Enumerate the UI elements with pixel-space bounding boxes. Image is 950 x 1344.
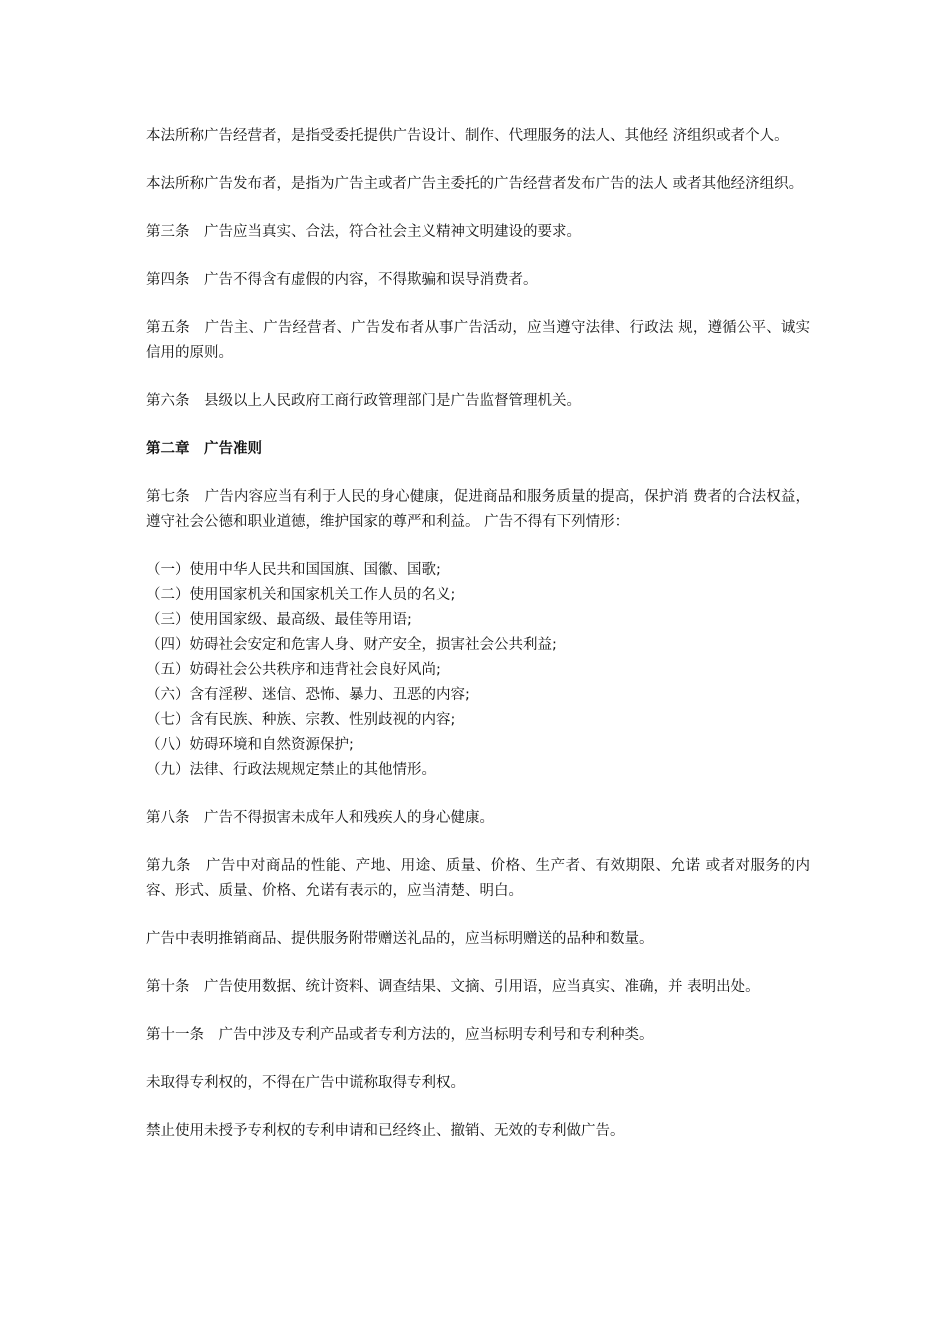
list-item: （三）使用国家级、最高级、最佳等用语; xyxy=(146,612,412,628)
article-9: 第九条 广告中对商品的性能、产地、用途、质量、价格、生产者、有效期限、允诺 或者对服务的内容、形式、质量、价格、允诺有表示的，应当清楚、明白。 xyxy=(146,858,810,899)
paragraph-advertising-operator: 本法所称广告经营者，是指受委托提供广告设计、制作、代理服务的法人、其他经 济组织或者个人。 xyxy=(146,128,789,144)
list-item: （五）妨碍社会公共秩序和违背社会良好风尚; xyxy=(146,662,441,678)
list-item: （四）妨碍社会安定和危害人身、财产安全，损害社会公共利益; xyxy=(146,637,557,653)
paragraph-advertising-publisher: 本法所称广告发布者，是指为广告主或者广告主委托的广告经营者发布广告的法人 或者其他经济组织。 xyxy=(146,176,804,192)
article-11-paragraph-2: 未取得专利权的，不得在广告中谎称取得专利权。 xyxy=(146,1075,465,1091)
article-9-paragraph-2: 广告中表明推销商品、提供服务附带赠送礼品的，应当标明赠送的品种和数量。 xyxy=(146,931,654,947)
list-item: （二）使用国家机关和国家机关工作人员的名义; xyxy=(146,587,456,603)
article-7-list xyxy=(146,558,810,783)
article-10: 第十条 广告使用数据、统计资料、调查结果、文摘、引用语，应当真实、准确，并 表明出处。 xyxy=(146,979,760,995)
article-6: 第六条 县级以上人民政府工商行政管理部门是广告监督管理机关。 xyxy=(146,393,581,409)
list-item: （六）含有淫秽、迷信、恐怖、暴力、丑恶的内容; xyxy=(146,687,470,703)
article-7: 第七条 广告内容应当有利于人民的身心健康，促进商品和服务质量的提高，保护消 费者的合法权益，遵守社会公德和职业道德，维护国家的尊严和利益。 广告不得有下列情形： xyxy=(146,489,810,530)
article-3: 第三条 广告应当真实、合法，符合社会主义精神文明建设的要求。 xyxy=(146,224,581,240)
list-item: （九）法律、行政法规规定禁止的其他情形。 xyxy=(146,762,436,778)
article-11-paragraph-3: 禁止使用未授予专利权的专利申请和已经终止、撤销、无效的专利做广告。 xyxy=(146,1123,625,1139)
list-item: （七）含有民族、种族、宗教、性别歧视的内容; xyxy=(146,712,456,728)
article-8: 第八条 广告不得损害未成年人和残疾人的身心健康。 xyxy=(146,810,494,826)
list-item: （一）使用中华人民共和国国旗、国徽、国歌; xyxy=(146,562,441,578)
article-4: 第四条 广告不得含有虚假的内容，不得欺骗和误导消费者。 xyxy=(146,272,538,288)
chapter-2-heading: 第二章 广告准则 xyxy=(146,441,262,457)
list-item: （八）妨碍环境和自然资源保护; xyxy=(146,737,354,753)
article-11: 第十一条 广告中涉及专利产品或者专利方法的，应当标明专利号和专利种类。 xyxy=(146,1027,654,1043)
document-page xyxy=(146,124,810,1167)
article-5: 第五条 广告主、广告经营者、广告发布者从事广告活动，应当遵守法律、行政法 规，遵循公平、诚实信用的原则。 xyxy=(146,320,810,361)
